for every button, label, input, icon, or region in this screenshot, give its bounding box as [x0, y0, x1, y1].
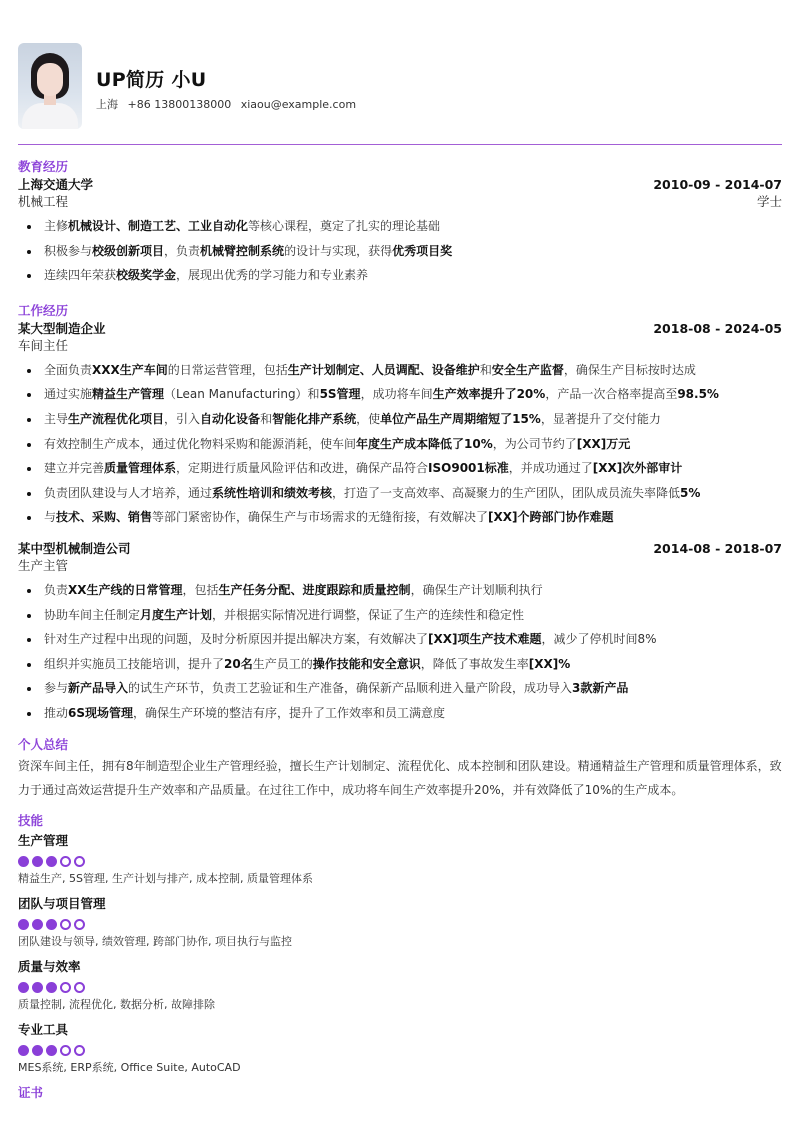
bullet-text: ，降低了事故发生率 [420, 656, 529, 671]
section-title-education: 教育经历 [18, 159, 69, 174]
bullet-emphasis: XXX生产车间 [92, 362, 168, 377]
rating-dot-filled-icon [32, 856, 43, 867]
rating-dot-filled-icon [46, 856, 57, 867]
rating-dot-filled-icon [46, 919, 57, 930]
bullet-text: 生产员工的 [252, 656, 313, 671]
bullet-text: ，并根据实际情况进行调整，保证了生产的连续性和稳定性 [212, 607, 525, 622]
bullet-emphasis: 精益生产管理 [92, 387, 165, 402]
bullet-text: ，使 [356, 411, 381, 426]
bullet-text: ，确保生产环境的整洁有序，提升了工作效率和员工满意度 [133, 705, 446, 720]
education-sub-row [18, 193, 782, 210]
skill-name: 团队与项目管理 [18, 895, 106, 911]
education-bullets [18, 214, 782, 288]
bullet-text: ，成功将车间 [360, 387, 433, 402]
bullet-text: 连续四年荣获 [44, 268, 117, 283]
skill-name: 专业工具 [18, 1021, 69, 1037]
bullet-item [18, 432, 782, 457]
bullet-text: 主修 [44, 219, 69, 233]
bullet-text: ，确保生产计划顺利执行 [410, 582, 543, 597]
bullet-emphasis: 机械设计、制造工艺、工业自动化 [68, 219, 249, 233]
bullet-text: （Lean Manufacturing）和 [164, 387, 320, 402]
contact-location: 上海 [96, 98, 118, 111]
bullet-text: 等核心课程，奠定了扎实的理论基础 [248, 219, 441, 233]
bullet-item [18, 407, 782, 432]
bullet-text: 负责 [44, 582, 69, 597]
bullet-emphasis: 优秀项目奖 [392, 243, 453, 258]
skill-description: 精益生产, 5S管理, 生产计划与排产, 成本控制, 质量管理体系 [18, 871, 313, 885]
avatar-face-shape [37, 63, 63, 96]
header-divider [18, 144, 782, 145]
job-role: 生产主管 [18, 557, 69, 573]
work-section [18, 302, 782, 726]
skill-rating [18, 982, 782, 993]
rating-dot-filled-icon [18, 1045, 29, 1056]
bullet-emphasis: 6S现场管理 [68, 705, 134, 720]
skill-item [18, 958, 782, 1013]
rating-dot-filled-icon [46, 1045, 57, 1056]
work-item [18, 540, 782, 726]
summary-section [18, 736, 782, 802]
bullet-emphasis: ISO9001标准 [428, 461, 509, 476]
bullet-text: ，打造了一支高效率、高凝聚力的生产团队，团队成员流失率降低 [332, 485, 681, 500]
bullet-emphasis: 月度生产计划 [140, 607, 213, 622]
bullet-emphasis: [XX]% [528, 656, 571, 671]
bullet-emphasis: 校级奖学金 [116, 268, 177, 283]
bullet-text: 参与 [44, 681, 69, 696]
bullet-text: 建立并完善 [44, 461, 105, 476]
bullet-text: ，产品一次合格率提高至 [545, 387, 678, 402]
education-header-row [18, 176, 782, 193]
bullet-text: 的日常运营管理，包括 [167, 362, 288, 377]
bullet-text: 与 [44, 510, 57, 525]
bullet-item [18, 701, 782, 726]
skills-section [18, 812, 782, 1076]
company-name: 某大型制造企业 [18, 320, 106, 336]
skill-rating [18, 919, 782, 930]
section-title-work: 工作经历 [18, 302, 69, 318]
skill-description: 团队建设与领导, 绩效管理, 跨部门协作, 项目执行与监控 [18, 934, 292, 948]
work-header-row [18, 540, 782, 557]
rating-dot-filled-icon [32, 919, 43, 930]
bullet-text: 等部门紧密协作，确保生产与市场需求的无缝衔接，有效解决了 [152, 510, 489, 525]
bullet-emphasis: 技术、采购、销售 [56, 510, 153, 525]
bullet-emphasis: 5S管理 [319, 387, 361, 402]
bullet-emphasis: 20名 [224, 656, 253, 671]
bullet-item [18, 481, 782, 506]
bullet-emphasis: 生产效率提升了20% [432, 387, 546, 402]
rating-dot-filled-icon [46, 982, 57, 993]
resume-header [18, 43, 782, 129]
bullet-emphasis: 智能化排产系统 [272, 411, 357, 426]
skill-rating [18, 1045, 782, 1056]
bullet-text: 组织并实施员工技能培训，提升了 [44, 656, 225, 671]
rating-dot-filled-icon [32, 982, 43, 993]
rating-dot-empty-icon [74, 919, 85, 930]
bullet-item [18, 456, 782, 481]
bullet-text: ，引入 [164, 411, 201, 426]
bullet-emphasis: 安全生产监督 [491, 362, 564, 377]
bullet-text: ，减少了停机时间8% [541, 632, 657, 647]
rating-dot-filled-icon [32, 1045, 43, 1056]
bullet-text: 有效控制生产成本，通过优化物料采购和能源消耗，使车间 [44, 436, 357, 451]
certificates-section [18, 1084, 782, 1102]
bullet-emphasis: 操作技能和安全意识 [312, 656, 421, 671]
rating-dot-filled-icon [18, 856, 29, 867]
bullet-item [18, 505, 782, 530]
work-item [18, 320, 782, 530]
bullet-item [18, 627, 782, 652]
bullet-emphasis: 98.5% [677, 387, 719, 402]
section-title-skills: 技能 [18, 812, 44, 828]
section-title-certificates: 证书 [18, 1084, 44, 1100]
education-item [18, 176, 782, 288]
skill-rating [18, 856, 782, 867]
skill-item [18, 895, 782, 950]
bullet-text: ，为公司节约了 [492, 436, 577, 451]
rating-dot-empty-icon [74, 982, 85, 993]
rating-dot-filled-icon [18, 982, 29, 993]
bullet-text: ，显著提升了交付能力 [540, 411, 661, 426]
skill-name: 生产管理 [18, 832, 69, 848]
bullet-item [18, 239, 782, 264]
rating-dot-empty-icon [60, 919, 71, 930]
bullet-item [18, 382, 782, 407]
contact-email[interactable]: xiaou@example.com [240, 98, 357, 111]
education-section [18, 158, 782, 288]
avatar-body-shape [22, 103, 78, 129]
summary-text: 资深车间主任，拥有8年制造型企业生产管理经验，擅长生产计划制定、流程优化、成本控制和团队建设。精通精益生产管理和质量管理体系，致力于通过高效运营提升生产效率和产品质量。在过往工作中，成功将车间生产效率提升20%，并有效降低了10%的生产成本。 [18, 758, 782, 797]
bullet-item [18, 652, 782, 677]
bullet-emphasis: 新产品导入 [68, 681, 129, 696]
skill-item [18, 832, 782, 887]
resume-body [18, 158, 782, 1102]
education-date: 2010-09 - 2014-07 [653, 177, 782, 192]
company-name: 某中型机械制造公司 [18, 540, 131, 556]
rating-dot-empty-icon [60, 982, 71, 993]
bullet-text: 和 [479, 362, 492, 377]
bullet-emphasis: 机械臂控制系统 [200, 243, 285, 258]
bullet-emphasis: 生产计划制定、人员调配、设备维护 [287, 362, 480, 377]
bullet-emphasis: [XX]个跨部门协作难题 [488, 510, 614, 525]
bullet-item [18, 214, 782, 239]
degree: 学士 [756, 194, 782, 209]
skill-name: 质量与效率 [18, 958, 81, 974]
bullet-emphasis: 生产任务分配、进度跟踪和质量控制 [218, 582, 411, 597]
bullet-text: 通过实施 [44, 387, 93, 402]
rating-dot-empty-icon [74, 856, 85, 867]
bullet-text: 推动 [44, 705, 69, 720]
bullet-text: 协助车间主任制定 [44, 607, 141, 622]
work-date: 2018-08 - 2024-05 [653, 320, 782, 336]
bullet-text: ，展现出优秀的学习能力和专业素养 [176, 268, 369, 283]
school-name: 上海交通大学 [18, 177, 94, 192]
rating-dot-empty-icon [74, 1045, 85, 1056]
bullet-text: 负责团队建设与人才培养，通过 [44, 485, 213, 500]
bullet-emphasis: 系统性培训和绩效考核 [212, 485, 333, 500]
bullet-text: 和 [260, 411, 273, 426]
contact-phone: +86 13800138000 [127, 98, 232, 111]
major: 机械工程 [18, 194, 69, 209]
work-date: 2014-08 - 2018-07 [653, 540, 782, 556]
bullet-text: 的试生产环节，负责工艺验证和生产准备，确保新产品顺利进入量产阶段，成功导入 [128, 681, 573, 696]
bullet-emphasis: 自动化设备 [200, 411, 261, 426]
bullet-emphasis: 单位产品生产周期缩短了15% [380, 411, 541, 426]
bullet-emphasis: 校级创新项目 [92, 243, 165, 258]
contact-info [96, 96, 362, 112]
bullet-text: ，确保生产目标按时达成 [563, 362, 696, 377]
bullet-emphasis: 年度生产成本降低了10% [356, 436, 493, 451]
work-sub-row [18, 337, 782, 354]
bullet-item [18, 603, 782, 628]
bullet-text: ，包括 [182, 582, 219, 597]
section-title-summary: 个人总结 [18, 736, 69, 752]
bullet-text: ，并成功通过了 [508, 461, 593, 476]
work-bullets [18, 358, 782, 530]
bullet-item [18, 578, 782, 603]
skill-item [18, 1021, 782, 1076]
bullet-item [18, 676, 782, 701]
work-bullets [18, 578, 782, 726]
rating-dot-empty-icon [60, 1045, 71, 1056]
bullet-text: ，负责 [164, 243, 201, 258]
skill-description: MES系统, ERP系统, Office Suite, AutoCAD [18, 1060, 241, 1074]
skill-description: 质量控制, 流程优化, 数据分析, 故障排除 [18, 997, 215, 1011]
bullet-item [18, 263, 782, 288]
bullet-text: 全面负责 [44, 362, 93, 377]
bullet-emphasis: [XX]次外部审计 [592, 461, 683, 476]
bullet-emphasis: 生产流程优化项目 [68, 411, 165, 426]
bullet-text: 积极参与 [44, 243, 93, 258]
rating-dot-filled-icon [18, 919, 29, 930]
avatar-photo [18, 43, 82, 129]
bullet-item [18, 358, 782, 383]
bullet-emphasis: XX生产线的日常管理 [68, 582, 183, 597]
bullet-text: 主导 [44, 411, 69, 426]
bullet-emphasis: [XX]项生产技术难题 [428, 632, 542, 647]
bullet-emphasis: 3款新产品 [572, 681, 629, 696]
work-sub-row [18, 557, 782, 574]
bullet-text: 的设计与实现，获得 [284, 243, 393, 258]
rating-dot-empty-icon [60, 856, 71, 867]
bullet-emphasis: 质量管理体系 [104, 461, 177, 476]
job-role: 车间主任 [18, 337, 69, 353]
bullet-text: 针对生产过程中出现的问题，及时分析原因并提出解决方案，有效解决了 [44, 632, 429, 647]
bullet-emphasis: [XX]万元 [576, 436, 631, 451]
work-header-row [18, 320, 782, 337]
bullet-emphasis: 5% [680, 485, 701, 500]
bullet-text: ，定期进行质量风险评估和改进，确保产品符合 [176, 461, 429, 476]
candidate-name: UP简历 小U [96, 69, 207, 91]
